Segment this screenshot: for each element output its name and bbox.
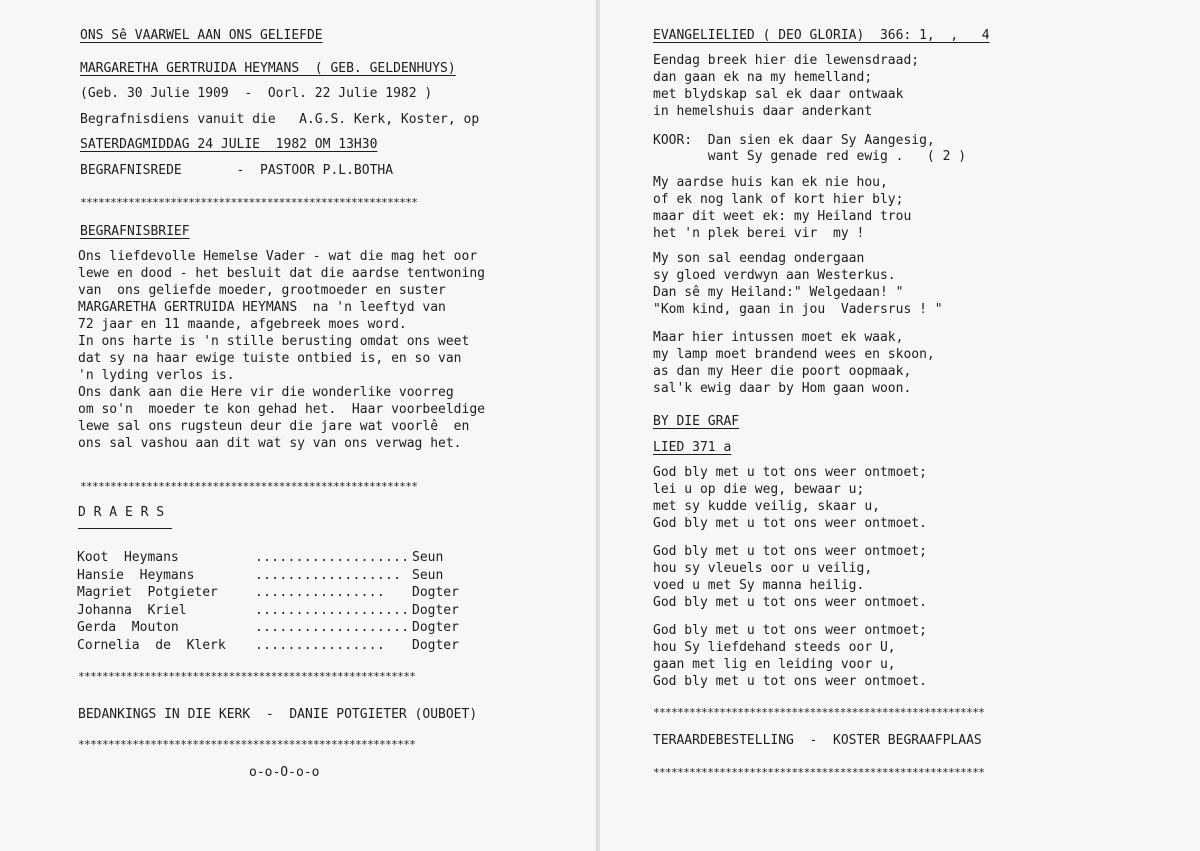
thanks-line: BEDANKINGS IN DIE KERK - DANIE POTGIETER (OUBOET)	[78, 707, 478, 722]
verse-line: sy gloed verdwyn aan Westerkus.	[653, 268, 896, 283]
left-page	[0, 0, 597, 851]
bearers-heading-underline	[78, 528, 172, 529]
service-date-time: SATERDAGMIDDAG 24 JULIE 1982 OM 13H30	[80, 137, 378, 152]
chorus-line-1: KOOR: Dan sien ek daar Sy Aangesig,	[653, 133, 935, 148]
song-line: God bly met u tot ons weer ontmoet;	[653, 465, 927, 480]
star-divider: ********************************************************	[80, 196, 418, 209]
verse-line: as dan my Heer die poort oopmaak,	[653, 364, 912, 379]
song-line: God bly met u tot ons weer ontmoet;	[653, 623, 927, 638]
song-line: God bly met u tot ons weer ontmoet.	[653, 595, 927, 610]
bearer-dot-leader: ...................	[255, 550, 410, 565]
bearer-relation: Dogter	[412, 602, 459, 618]
sermon-line: BEGRAFNISREDE - PASTOOR P.L.BOTHA	[80, 163, 394, 178]
bearer-name: Cornelia de Klerk	[77, 637, 226, 653]
song-line: voed u met Sy manna heilig.	[653, 578, 865, 593]
bearer-relation: Dogter	[412, 620, 459, 635]
verse-line: het 'n plek berei vir my !	[653, 226, 865, 241]
letter-line: 72 jaar en 11 maande, afgebreek moes word.	[78, 317, 407, 332]
end-ornament: o-o-O-o-o	[249, 765, 320, 780]
letter-heading: BEGRAFNISBRIEF	[80, 224, 190, 239]
bearer-relation: Seun	[412, 550, 444, 565]
letter-line: ons sal vashou aan dit wat sy van ons verwag het.	[78, 436, 462, 451]
verse-line: "Kom kind, gaan in jou Vadersrus ! "	[653, 302, 943, 317]
bearer-dot-leader: ...................	[255, 602, 410, 618]
bearer-name: Gerda Mouton	[77, 620, 179, 635]
bearer-name: Johanna Kriel	[77, 602, 187, 618]
verse-line: Dan sê my Heiland:" Welgedaan! "	[653, 285, 904, 300]
bearer-relation: Seun	[412, 567, 444, 583]
service-line: Begrafnisdiens vanuit die A.G.S. Kerk, Koster, op	[80, 112, 480, 127]
star-divider: *******************************************************	[653, 766, 985, 779]
life-dates: (Geb. 30 Julie 1909 - Oorl. 22 Julie 1982 )	[80, 86, 433, 101]
verse-line: dan gaan ek na my hemelland;	[653, 70, 873, 85]
letter-line: lewe sal ons rugsteun deur die jare wat voorlê en	[78, 419, 470, 434]
bearer-name: Hansie Heymans	[77, 567, 195, 583]
hymn-heading: EVANGELIELIED ( DEO GLORIA) 366: 1, , 4	[653, 28, 990, 43]
deceased-name-line: MARGARETHA GERTRUIDA HEYMANS ( GEB. GELDENHUYS)	[80, 61, 456, 76]
letter-line: Ons liefdevolle Hemelse Vader - wat die mag het oor	[78, 249, 478, 264]
chorus-line-2: want Sy genade red ewig . ( 2 )	[653, 149, 967, 164]
bearer-dot-leader: ................	[255, 637, 386, 653]
verse-line: in hemelshuis daar anderkant	[653, 104, 873, 119]
song-line: hou Sy liefdehand steeds oor U,	[653, 640, 896, 655]
song-line: lei u op die weg, bewaar u;	[653, 482, 865, 497]
verse-line: Eendag breek hier die lewensdraad;	[653, 53, 920, 68]
farewell-heading: ONS Sê VAARWEL AAN ONS GELIEFDE	[80, 28, 323, 43]
bearer-dot-leader: ...................	[255, 620, 410, 635]
verse-line: My aardse huis kan ek nie hou,	[653, 175, 888, 190]
star-divider: ********************************************************	[78, 670, 416, 683]
song-heading: LIED 371 a	[653, 440, 732, 455]
song-line: met sy kudde veilig, skaar u,	[653, 499, 880, 514]
letter-line: In ons harte is 'n stille berusting omdat ons weet	[78, 334, 470, 349]
bearer-relation: Dogter	[412, 637, 459, 653]
letter-line: MARGARETHA GERTRUIDA HEYMANS na 'n leeftyd van	[78, 300, 446, 315]
star-divider: ********************************************************	[78, 738, 416, 751]
verse-line: Maar hier intussen moet ek waak,	[653, 330, 904, 345]
letter-line: lewe en dood - het besluit dat die aardse tentwoning	[78, 266, 485, 281]
star-divider: *******************************************************	[653, 706, 985, 719]
bearer-name: Magriet Potgieter	[77, 585, 218, 600]
song-line: hou sy vleuels oor u veilig,	[653, 561, 873, 576]
letter-line: dat sy na haar ewige tuiste ontbied is, en so van	[78, 351, 462, 366]
verse-line: maar dit weet ek: my Heiland trou	[653, 209, 912, 224]
right-page	[600, 0, 1200, 851]
letter-line: om so'n moeder te kon gehad het. Haar voorbeeldige	[78, 402, 485, 417]
bearers-heading: D R A E R S	[78, 505, 165, 520]
bearer-name: Koot Heymans	[77, 550, 179, 565]
bearer-relation: Dogter	[412, 585, 459, 600]
bearer-dot-leader: ..................	[255, 567, 402, 583]
letter-line: van ons geliefde moeder, grootmoeder en suster	[78, 283, 446, 298]
verse-line: My son sal eendag ondergaan	[653, 251, 865, 266]
song-line: God bly met u tot ons weer ontmoet.	[653, 516, 927, 531]
burial-line: TERAARDEBESTELLING - KOSTER BEGRAAFPLAAS	[653, 733, 982, 748]
song-line: God bly met u tot ons weer ontmoet.	[653, 674, 927, 689]
grave-heading: BY DIE GRAF	[653, 414, 740, 429]
verse-line: met blydskap sal ek daar ontwaak	[653, 87, 904, 102]
verse-line: of ek nog lank of kort hier bly;	[653, 192, 904, 207]
letter-line: Ons dank aan die Here vir die wonderlike voorreg	[78, 385, 454, 400]
star-divider: ********************************************************	[80, 480, 418, 493]
song-line: gaan met lig en leiding voor u,	[653, 657, 896, 672]
bearer-dot-leader: ................	[255, 585, 386, 600]
verse-line: my lamp moet brandend wees en skoon,	[653, 347, 935, 362]
letter-line: 'n lyding verlos is.	[78, 368, 235, 383]
verse-line: sal'k ewig daar by Hom gaan woon.	[653, 381, 912, 396]
song-line: God bly met u tot ons weer ontmoet;	[653, 544, 927, 559]
